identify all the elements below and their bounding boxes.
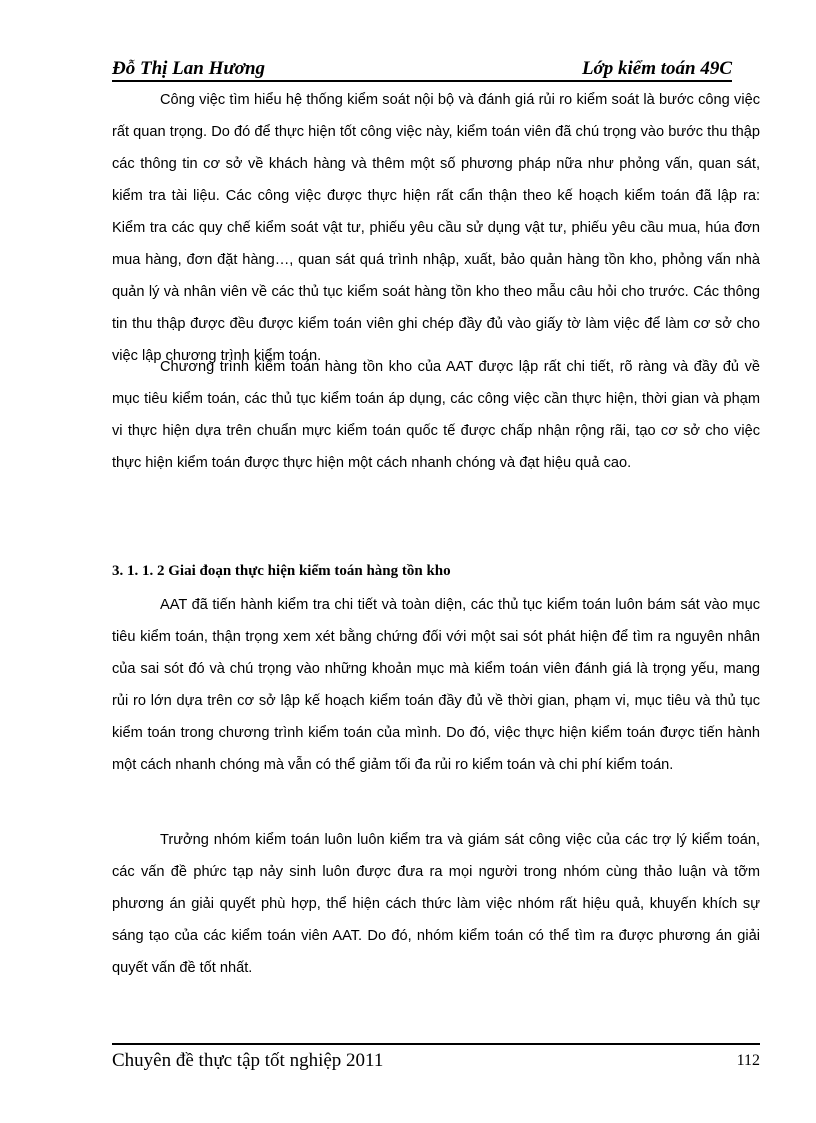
- page-header: [112, 50, 732, 80]
- footer-title: Chuyên đề thực tập tốt nghiệp 2011: [112, 1050, 384, 1071]
- header-class-name: Lớp kiểm toán 49C: [581, 58, 732, 79]
- paragraph-audit-program: Chương trình kiểm toán hàng tồn kho của AAT được lập rất chi tiết, rõ ràng và đầy đủ về mục tiêu kiểm toán, các thủ tục kiểm toán áp dụng, các công việc cần thực hiện, thời gian và phạm vi thực hiện dựa trên chuẩn mực kiểm toán quốc tế được chấp nhận rộng rãi, tạo cơ sở cho việc thực hiện kiểm toán được thực hiện một cách nhanh chóng và đạt hiệu quả cao.: [112, 359, 760, 471]
- paragraph-block-1: [112, 84, 760, 372]
- paragraph-team-leader: Trưởng nhóm kiểm toán luôn luôn kiểm tra và giám sát công việc của các trợ lý kiểm toán, các vấn đề phức tạp nảy sinh luôn được đưa ra mọi người trong nhóm cùng thảo luận và tỡm phương án giải quyết phù hợp, thể hiện cách thức làm việc nhóm rất hiệu quả, khuyến khích sự sáng tạo của các kiểm toán viên AAT. Do đó, nhóm kiểm toán có thể tìm ra được phương án giải quyết vấn đề tốt nhất.: [112, 832, 760, 976]
- page-number: 112: [736, 1052, 760, 1069]
- paragraph-block-3: [112, 589, 760, 781]
- paragraph-audit-execution: AAT đã tiến hành kiểm tra chi tiết và toàn diện, các thủ tục kiểm toán luôn bám sát vào mục tiêu kiểm toán, thận trọng xem xét bằng chứng đối với một sai sót phát hiện để tìm ra nguyên nhân của sai sót đó và chú trọng vào những khoản mục mà kiểm toán viên đánh giá là trọng yếu, mang rủi ro lớn dựa trên cơ sở lập kế hoạch kiểm toán đầy đủ về thời gian, phạm vi, mục tiêu và thủ tục kiểm toán trong chương trình kiểm toán của mình. Do đó, việc thực hiện kiểm toán được tiến hành một cách nhanh chóng mà vẫn có thể giảm tối đa rủi ro kiểm toán và chi phí kiểm toán.: [112, 597, 760, 773]
- section-heading: 3. 1. 1. 2 Giai đoạn thực hiện kiểm toán hàng tồn kho: [112, 563, 451, 579]
- header-author: Đỗ Thị Lan Hương: [112, 58, 266, 79]
- footer-divider: [112, 1043, 760, 1045]
- page-footer: [112, 1046, 760, 1076]
- header-divider: [112, 80, 732, 82]
- paragraph-block-2: [112, 351, 760, 479]
- paragraph-block-4: [112, 824, 760, 984]
- paragraph-internal-control: Công việc tìm hiểu hệ thống kiểm soát nội bộ và đánh giá rủi ro kiểm soát là bước công việc rất quan trọng. Do đó để thực hiện tốt công việc này, kiểm toán viên đã chú trọng vào bước thu thập các thông tin cơ sở về khách hàng và thêm một số phương pháp nữa như phỏng vấn, quan sát, kiểm tra tài liệu. Các công việc được thực hiện rất cẩn thận theo kế hoạch kiểm toán đã lập ra: Kiểm tra các quy chế kiểm soát vật tư, phiếu yêu cầu sử dụng vật tư, phiếu yêu cầu mua, húa đơn mua hàng, đơn đặt hàng…, quan sát quá trình nhập, xuất, bảo quản hàng tồn kho, phỏng vấn nhà quản lý và nhân viên về các thủ tục kiểm soát hàng tồn kho theo mẫu câu hỏi cho trước. Các thông tin thu thập được đều được kiểm toán viên ghi chép đầy đủ vào giấy tờ làm việc để làm cơ sở cho việc lập chương trình kiểm toán.: [112, 92, 760, 364]
